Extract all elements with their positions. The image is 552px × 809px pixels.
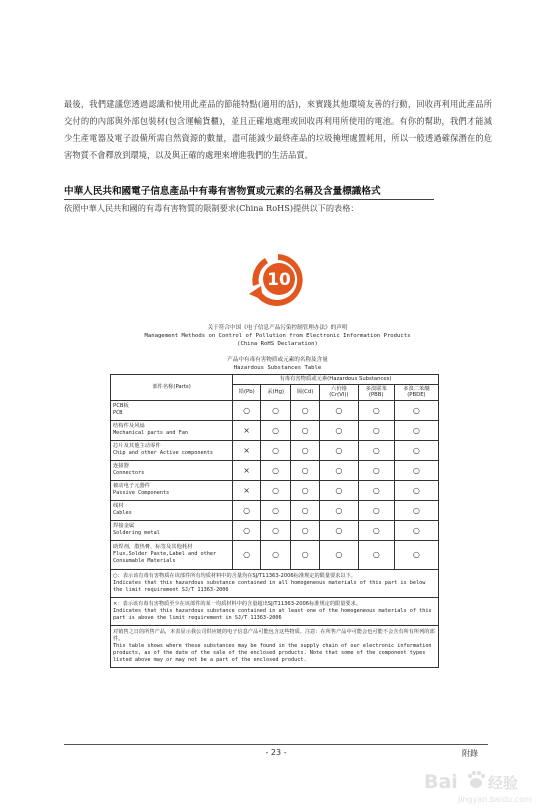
declaration-en-line1: Management Methods on Control of Pollution from Electronic Information Products [144,333,411,339]
substance-mark-cell: ○ [233,520,261,540]
substance-header-cn: 铅(Pb) [238,388,255,395]
note-cell [111,625,439,667]
substance-mark-cell: ○ [290,400,319,420]
part-name-cell [111,520,233,540]
part-name-cell [111,400,233,420]
part-name-cell [111,540,233,569]
table-row [111,540,439,569]
substance-mark-cell: ○ [358,540,394,569]
substance-header-cn: 六价铬 [330,385,347,392]
table-row [111,500,439,520]
part-name-cn: 被动电子元器件 [113,482,151,489]
part-name-en: Connectors [113,470,145,476]
part-name-en: Cables [113,510,132,516]
declaration-en-line2: (China RoHS Declaration) [237,341,318,347]
substance-mark-cell: ○ [320,500,358,520]
substance-header [290,384,319,400]
note-cn: ○：表示该有毒有害物质在该部件所有均质材料中的含量均在SJ/T11363-2006标准规定的限量要求以下。 [113,572,356,579]
part-name-cn: 芯片及其他主动零件 [113,442,161,449]
table-caption-en: Hazardous Substances Table [233,364,322,371]
substance-mark-cell: ○ [394,400,438,420]
substance-mark-cell: ○ [320,440,358,460]
substance-header-en: (PBB) [368,392,384,398]
part-name-cn: PCB板 [113,402,129,409]
watermark-brand: Bai [424,771,458,793]
substance-mark-cell: ○ [290,460,319,480]
substance-mark-cell: ○ [233,400,261,420]
part-name-cn: 焊接金属 [113,522,135,529]
substance-mark-cell: ○ [290,480,319,500]
substance-mark-cell: ○ [358,500,394,520]
substance-mark-cell: ○ [320,540,358,569]
substance-mark-cell: ○ [290,500,319,520]
substance-mark-cell: ○ [320,420,358,440]
rohs-10-logo-icon [245,250,311,308]
substance-mark-cell: ○ [358,460,394,480]
table-row [111,480,439,500]
note-cell [111,597,439,625]
substance-header [233,384,261,400]
part-name-en: Mechanical parts and Fan [113,430,188,436]
substance-header [261,384,291,400]
table-row [111,440,439,460]
part-name-cn: 助焊剂，散热膏，标签及其他耗材 [113,543,193,550]
substance-mark-cell: ○ [320,520,358,540]
substance-mark-cell: ○ [394,420,438,440]
note-row [111,597,439,625]
substance-mark-cell: ○ [261,500,291,520]
substance-mark-cell: ○ [233,500,261,520]
substance-mark-cell: ○ [320,460,358,480]
substances-group-header: 有毒有害物质或元素(Hazardous Substances) [233,375,439,385]
intro-paragraph: 最後，我們建議您透過認識和使用此產品的節能特點(適用的話)，來實踐其他環境友善的行動，回收再利用此產品所交付的的內部與外部包裝材(包含運輸貨櫃)，並且正確地處理或回收再利用所使用的電池。有你的幫助，我們才能減少生產電器及電子設備所需自然資源的數量，盡可能減少最終產品的垃圾掩埋處置耗用，所以一般透過確保潛在的危害物質不會釋放到環境，以及與正確的處理來增進我們的生活品質。 [64,99,492,160]
substance-header [358,384,394,400]
substance-header-cn: 镉(Cd) [296,388,314,395]
substance-mark-cell: × [233,440,261,460]
note-cell [111,569,439,597]
substance-mark-cell: ○ [290,420,319,440]
substance-mark-cell: ○ [358,480,394,500]
part-name-en: PCB [113,410,123,416]
declaration-cn: 关于符合中国《电子信息产品污染控制管理办法》的声明 [207,325,348,331]
part-name-cell [111,500,233,520]
substance-mark-cell: ○ [290,520,319,540]
note-en: This table shows where these substances may be found in the supply chain of our electronic information products, as of the date of the sale of the enclosed products. Note that some of the component types listed above may or may not be a part of the enclosed product. [113,642,432,663]
parts-header: 部件名称(Parts) [111,375,233,401]
substance-mark-cell: × [233,420,261,440]
table-row [111,460,439,480]
substance-mark-cell: × [233,460,261,480]
substance-mark-cell: ○ [261,480,291,500]
substance-mark-cell: ○ [290,440,319,460]
substance-mark-cell: ○ [358,420,394,440]
substance-header [394,384,438,400]
part-name-cell [111,480,233,500]
section-title: 中華人民共和國電子信息產品中有毒有害物質或元素的名稱及含量標識格式 [64,183,434,200]
substance-header-cn: 多溴联苯 [365,385,387,392]
part-name-cn: 结构件及风扇 [113,422,145,429]
section-label: 附錄 [462,749,478,758]
substance-mark-cell: ○ [290,540,319,569]
substance-mark-cell: ○ [261,420,291,440]
substance-mark-cell: ○ [358,400,394,420]
substance-mark-cell: ○ [394,500,438,520]
substance-mark-cell: ○ [261,400,291,420]
substance-header-en: (Cr(VI)) [329,392,349,398]
hazardous-substances-table [110,374,439,668]
substance-mark-cell: ○ [261,440,291,460]
footer-divider [64,744,488,745]
substance-mark-cell: ○ [394,480,438,500]
substance-mark-cell: ○ [261,540,291,569]
substance-header-cn: 汞(Hg) [267,388,285,395]
part-name-cn: 线材 [113,502,124,509]
part-name-cn: 连接器 [113,462,129,469]
substance-mark-cell: ○ [261,520,291,540]
table-row [111,520,439,540]
note-row [111,569,439,597]
substance-mark-cell: ○ [261,460,291,480]
note-row [111,625,439,667]
part-name-cell [111,420,233,440]
baidu-paw-icon [468,771,485,788]
watermark-url: jingyan.baidu.com [458,795,532,804]
substance-mark-cell: ○ [358,440,394,460]
part-name-en: Passive Components [113,490,170,496]
note-cn: ×：表示该有毒有害物质至少在该部件的某一均质材料中的含量超出SJ/T11363-2006标准规定的限量要求。 [113,600,361,607]
baidu-watermark-logo [418,766,548,806]
note-en: Indicates that this hazardous substance contained in all homogeneous materials of this part is below the limit requirement SJ/T 11363-2006 [113,579,426,593]
table-caption [110,357,445,372]
table-caption-cn: 产品中有毒有害物质或元素的名称及含量 [227,357,328,363]
table-row [111,400,439,420]
substance-mark-cell: ○ [233,540,261,569]
part-name-cell [111,440,233,460]
substance-mark-cell: ○ [394,540,438,569]
part-name-en: Flux,Solder Paste,Label and other Consumable Materials [113,550,217,565]
substance-mark-cell: ○ [358,520,394,540]
table-body [111,400,439,667]
substance-header [320,384,358,400]
substance-header-cn: 多溴二苯醚 [403,385,430,392]
table-row [111,420,439,440]
note-cn: 对销售之日的所售产品，本表显示我公司供应链的电子信息产品可能包含这些物质。注意：在所售产品中可能会也可能不会含有所有所列的部件。 [113,628,435,642]
logo-number: 10 [267,270,291,290]
section-subtitle: 依照中華人民共和國的有毒有害物質的限制要求(China RoHS)提供以下的表格： [64,203,359,213]
part-name-en: Soldering metal [113,530,160,536]
page-number: - 23 - [265,748,287,757]
substance-mark-cell: ○ [394,520,438,540]
watermark-brand-suffix: 经验 [488,774,519,792]
part-name-en: Chip and other Active components [113,450,213,456]
substance-mark-cell: × [233,480,261,500]
substance-mark-cell: ○ [320,480,358,500]
note-en: Indicates that this hazardous substance contained in at least one of the homogeneous materials of this part is above the limit requirement in SJ/T 11363-2006 [113,607,432,621]
substance-mark-cell: ○ [394,440,438,460]
part-name-cell [111,460,233,480]
substance-mark-cell: ○ [320,400,358,420]
substance-mark-cell: ○ [394,460,438,480]
substance-header-en: (PBDE) [407,392,426,398]
